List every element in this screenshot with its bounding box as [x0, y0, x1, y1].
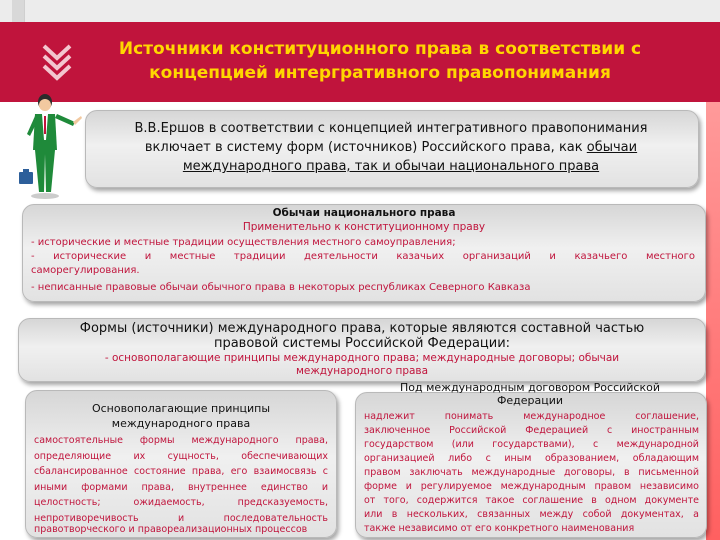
international-forms-list — [19, 352, 705, 378]
treaty-line: или в нескольких, связанных между собой документах, а — [364, 509, 699, 520]
international-forms-list-line-2: международного права — [295, 365, 429, 377]
title-line-2: концепцией интергративного правопонимания — [149, 63, 611, 83]
national-customs-line-2: - исторические и местные традиции деятельности казачьих организаций и казачьего местного — [31, 251, 695, 262]
treaty-line: государством (или государствами), с международной — [364, 439, 699, 450]
intro-line-3: международного права, так и обычаи национального права — [182, 159, 600, 174]
page-title — [95, 37, 665, 85]
treaty-heading-line-2: Федерации — [496, 394, 564, 407]
principles-heading-line-1: Основополагающие принципы — [91, 402, 271, 415]
principles-line: правотворческого и правореализационных процессов — [34, 524, 308, 535]
international-forms-heading-line-1: Формы (источники) международного права, которые являются составной частью — [79, 321, 645, 336]
international-forms-list-line-1: - основополагающие принципы международного права; международные договоры; обычаи — [104, 352, 620, 364]
principles-heading-line-2: международного права — [111, 417, 251, 430]
treaty-box — [355, 392, 707, 538]
treaty-line: также независимо от его конкретного наименования — [364, 523, 635, 534]
intro-customs-word: обычаи — [586, 140, 638, 155]
principles-line: сбалансированное состояние права, его взаимосвязь с — [34, 466, 328, 477]
national-customs-heading: Обычаи национального права — [272, 207, 456, 219]
treaty-line: надлежит понимать международное соглашение, — [364, 411, 699, 422]
national-customs-line-3: саморегулирования. — [31, 265, 140, 276]
national-customs-line-1: - исторические и местные традиции осуществления местного самоуправления; — [31, 237, 456, 248]
top-tab — [12, 0, 25, 22]
intro-line-2: включает в систему форм (источников) Российского права, как — [144, 140, 587, 155]
treaty-line: организацией либо с иным образованием, обладающим — [364, 453, 699, 464]
top-strip — [0, 0, 720, 22]
side-strip — [706, 102, 720, 540]
principles-line: целостность; ожидаемость, предсказуемость, — [34, 497, 328, 508]
title-line-1: Источники конституционного права в соответствии с — [118, 39, 642, 59]
international-forms-heading-line-2: правовой системы Российской Федерации: — [213, 336, 511, 351]
treaty-line: правом заключать международные договоры, в письменной — [364, 467, 699, 478]
national-customs-box — [22, 204, 706, 302]
principles-line: самостоятельные формы международного права, — [34, 435, 328, 446]
international-forms-box — [18, 318, 706, 382]
intro-box — [85, 110, 699, 188]
national-customs-subheading: Применительно к конституционному праву — [242, 221, 486, 233]
treaty-line: от того, содержится такое соглашение в одном документе — [364, 495, 699, 506]
presenter-figure-icon — [15, 92, 85, 200]
double-chevron-down-icon — [40, 40, 74, 84]
international-forms-heading — [19, 321, 705, 351]
principles-heading — [26, 401, 336, 431]
principles-line: непротиворечивость и последовательность — [34, 512, 328, 524]
principles-line: иными формами права, внутреннее единство и — [34, 481, 328, 493]
principles-line: определяющие их сущность, обеспечивающих — [34, 450, 328, 462]
treaty-line: форме и регулируемое международным правом независимо — [364, 481, 699, 492]
treaty-heading — [355, 381, 705, 407]
treaty-heading-line-1: Под международным договором Российской — [399, 381, 660, 394]
intro-line-1: В.В.Ершов в соответствии с концепцией интегративного правопонимания — [134, 121, 648, 136]
national-customs-line-4: - неписанные правовые обычаи обычного права в некоторых республиках Северного Кавказа — [31, 282, 531, 293]
treaty-line: заключенное Российской Федерацией с иностранным — [364, 425, 699, 436]
principles-box — [25, 390, 337, 538]
